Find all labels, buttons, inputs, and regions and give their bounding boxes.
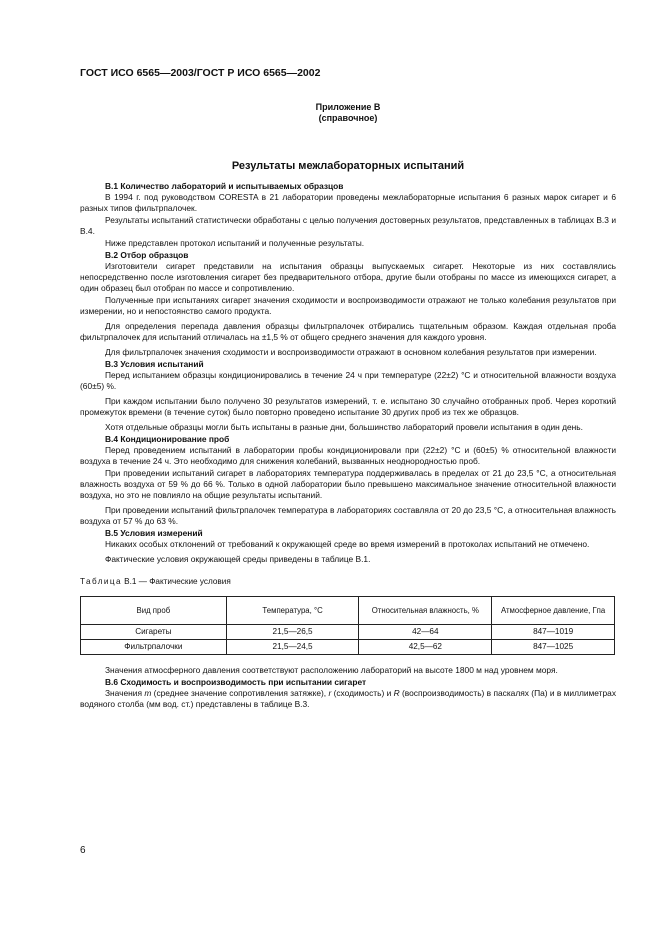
- paragraph: Хотя отдельные образцы могли быть испытаны в разные дни, большинство лабораторий провели испытания в один день.: [105, 422, 583, 432]
- text-segment: (воспроизводимость) в паскалях (Па) и в миллиметрах водяного столба (мм вод. ст.) представлены в таблице В.3.: [80, 688, 617, 709]
- paragraph: Перед проведением испытаний в лаборатории пробы кондиционировали при (22±2) °С и (60±5) % относительной влажности воздуха в течение 24 ч. Это необходимо для снижения колебаний, вызванных неоднородностью проб.: [80, 445, 616, 466]
- heading-b1: В.1 Количество лабораторий и испытываемых образцов: [105, 181, 344, 191]
- paragraph: Полученные при испытаниях сигарет значения сходимости и воспроизводимости отражают не только колебания результатов при измерении, но и непостоянство самого продукта.: [80, 295, 616, 316]
- heading-b3: В.3 Условия испытаний: [105, 359, 204, 369]
- symbol-m: m: [144, 688, 152, 698]
- table-cell: Сигареты: [81, 625, 227, 640]
- text-segment: (среднее значение сопротивления затяжке),: [151, 688, 329, 698]
- paragraph: Для определения перепада давления образцы фильтрпалочек отбирались тщательным образом. Каждая отдельная проба фильтрпалочек для испытаний отличалась на ±1,5 % от общего среднего значения для каждого уровня.: [80, 321, 616, 342]
- annex-title: Приложение В: [315, 102, 381, 112]
- paragraph: Ниже представлен протокол испытаний и полученные результаты.: [105, 238, 365, 248]
- table-caption-prefix: Таблица: [80, 577, 122, 586]
- paragraph: Значения атмосферного давления соответствуют расположению лабораторий на высоте 1800 м над уровнем моря.: [105, 665, 558, 675]
- column-header: Атмосферное давление, Гпа: [492, 597, 615, 625]
- paragraph: При каждом испытании было получено 30 результатов измерений, т. е. испытано 30 случайно отобранных проб. Через короткий промежуток времени (в течение суток) было повторно проведено испытание 30 других проб из тех же образцов.: [80, 396, 616, 417]
- table-cell: 847—1019: [492, 625, 615, 640]
- column-header: Температура, °С: [226, 597, 359, 625]
- paragraph: В 1994 г. под руководством CORESTA в 21 лаборатории проведены межлабораторные испытания 6 разных марок сигарет и 6 разных типов фильтрпалочек.: [80, 192, 616, 213]
- table-caption: [80, 576, 616, 587]
- heading-b5: В.5 Условия измерений: [105, 528, 203, 538]
- paragraph: Результаты испытаний статистически обработаны с целью получения достоверных результатов, представленных в таблицах В.3 и В.4.: [80, 215, 616, 236]
- table-row: [81, 640, 615, 655]
- page-number: 6: [80, 845, 86, 856]
- paragraph: При проведении испытаний сигарет в лабораториях температура поддерживалась в пределах от 21 до 23,5 °С, а относительная влажность воздуха от 59 % до 66 %. Только в одной лаборатории было превышено максимальное значение относительной влажности воздуха, но это не повлияло на общие результаты испытаний.: [80, 468, 616, 500]
- document-page: [80, 66, 616, 711]
- paragraph: Фактические условия окружающей среды приведены в таблице В.1.: [105, 554, 371, 564]
- paragraph: При проведении испытаний фильтрпалочек температура в лабораториях составляла от 20 до 23,5 °С, а относительная влажность воздуха от 57 % до 63 %.: [80, 505, 616, 526]
- table-cell: 42—64: [359, 625, 492, 640]
- heading-b2: В.2 Отбор образцов: [105, 250, 189, 260]
- text-segment: (сходимость) и: [331, 688, 394, 698]
- symbol-R: R: [393, 688, 400, 698]
- paragraph: Никаких особых отклонений от требований к окружающей среде во время измерений в протоколах испытаний не отмечено.: [105, 539, 590, 549]
- table-cell: 21,5—26,5: [226, 625, 359, 640]
- heading-b6: В.6 Сходимость и воспроизводимость при испытании сигарет: [105, 677, 367, 687]
- column-header: Относительная влажность, %: [359, 597, 492, 625]
- conditions-table: [80, 596, 615, 655]
- table-cell: 847—1025: [492, 640, 615, 655]
- paragraph: Перед испытанием образцы кондиционировались в течение 24 ч при температуре (22±2) °С и относительной влажности воздуха (60±5) %.: [80, 370, 616, 391]
- section-title: Результаты межлабораторных испытаний: [231, 160, 465, 172]
- table-cell: 42,5—62: [359, 640, 492, 655]
- paragraph-b6: [80, 688, 616, 710]
- paragraph: Для фильтрпалочек значения сходимости и воспроизводимости отражают в основном колебания результатов при измерении.: [105, 347, 597, 357]
- document-header: ГОСТ ИСО 6565—2003/ГОСТ Р ИСО 6565—2002: [80, 67, 321, 79]
- symbol-r: r: [328, 688, 332, 698]
- column-header: Вид проб: [81, 597, 227, 625]
- paragraph: Изготовители сигарет представили на испытания образцы выпускаемых сигарет. Некоторые из них составлялись непосредственно после изготовления сигарет без предварительного отбора, другие были отобраны по массе из имеющихся сигарет, а один образец был отобран по массе и сопротивлению.: [80, 261, 616, 293]
- table-cell: Фильтрпалочки: [81, 640, 227, 655]
- table-header-row: [81, 597, 615, 625]
- table-caption-rest: В.1 — Фактические условия: [121, 577, 231, 586]
- table-row: [81, 625, 615, 640]
- annex-note: (справочное): [318, 113, 378, 123]
- heading-b4: В.4 Кондиционирование проб: [105, 434, 230, 444]
- text-segment: Значения: [105, 688, 145, 698]
- table-cell: 21,5—24,5: [226, 640, 359, 655]
